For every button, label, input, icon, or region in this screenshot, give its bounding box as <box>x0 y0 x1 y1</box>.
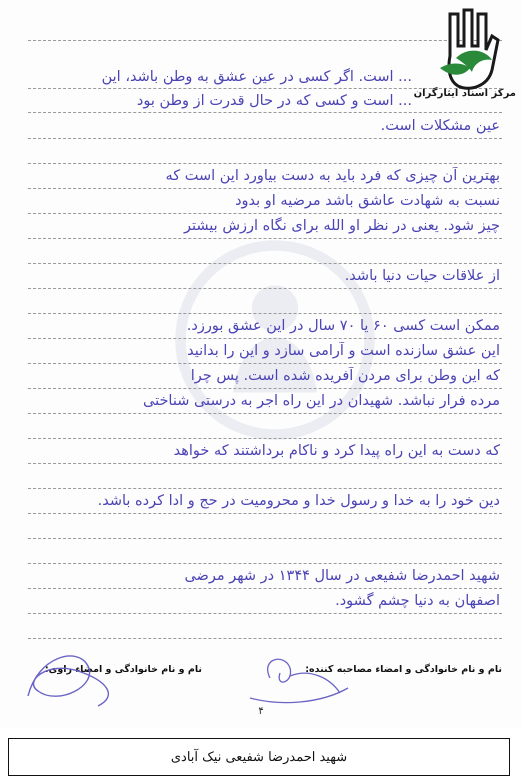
handwritten-line: ممکن است کسی ۶۰ یا ۷۰ سال در این عشق بورزد. <box>186 318 500 334</box>
handwritten-line: این عشق سازنده است و آرامی سازد و این را بدانید <box>187 343 500 359</box>
handwritten-line: شهید احمدرضا شفیعی در سال ۱۳۴۴ در شهر مرضی <box>184 568 500 584</box>
ruled-line <box>28 138 502 139</box>
ruled-line <box>28 263 502 264</box>
ruled-line <box>28 613 502 614</box>
page-number: ۴ <box>258 706 264 717</box>
ruled-line <box>28 413 502 414</box>
ruled-line <box>28 338 502 339</box>
ruled-line <box>28 463 502 464</box>
ruled-line <box>28 188 502 189</box>
ruled-line <box>28 163 502 164</box>
ruled-line <box>28 213 502 214</box>
handwritten-line: از علاقات حیات دنیا باشد. <box>344 268 500 284</box>
handwritten-line: ... است و کسی که در حال قدرت از وطن بود <box>136 93 412 109</box>
ruled-line <box>28 538 502 539</box>
ruled-line <box>28 388 502 389</box>
interviewer-signature-scribble <box>230 648 350 708</box>
handwritten-line: بهترین آن چیزی که فرد باید به دست بیاورد این است که <box>165 168 500 184</box>
handwritten-line: نسبت به شهادت عاشق باشد مرضیه او بدود <box>235 193 500 209</box>
caption-box <box>8 738 510 776</box>
handwritten-line: عین مشکلات است. <box>380 118 500 134</box>
handwritten-line: دین خود را به خدا و رسول خدا و محرومیت در حج و ادا کرده باشد. <box>97 493 500 509</box>
ruled-line <box>28 438 502 439</box>
martyr-name-caption: شهید احمدرضا شفیعی نیک آبادی <box>170 749 348 765</box>
ruled-line <box>28 238 502 239</box>
interviewer-signature-label: نام و نام خانوادگی و امضاء مصاحبه کننده: <box>305 664 502 675</box>
ruled-line <box>28 488 502 489</box>
logo-caption: مرکز اسناد ایثارگران <box>413 88 516 99</box>
ruled-line <box>28 563 502 564</box>
ruled-line <box>28 313 502 314</box>
handwritten-line: ... است. اگر کسی در عین عشق به وطن باشد، این <box>101 69 412 85</box>
handwritten-line: اصفهان به دنیا چشم گشود. <box>335 593 500 609</box>
ruled-line <box>28 288 502 289</box>
handwritten-line: که دست به این راه پیدا کرد و ناکام برداشتند که خواهد <box>173 443 500 459</box>
narrator-signature-label: نام و نام خانوادگی و امضاء راوی: <box>44 664 202 675</box>
ruled-line <box>28 363 502 364</box>
handwritten-line: مرده فرار نباشد. شهیدان در این راه اجر به درستی شناختی <box>143 393 500 409</box>
ruled-line <box>28 513 502 514</box>
handwritten-line: چیز شود. یعنی در نظر او الله برای نگاه ارزش بیشتر <box>184 218 500 234</box>
ruled-line <box>28 112 502 113</box>
narrator-signature-scribble <box>18 636 128 716</box>
handwritten-line: که این وطن برای مردن آفریده شده است. پس چرا <box>190 368 500 384</box>
ruled-line <box>28 588 502 589</box>
